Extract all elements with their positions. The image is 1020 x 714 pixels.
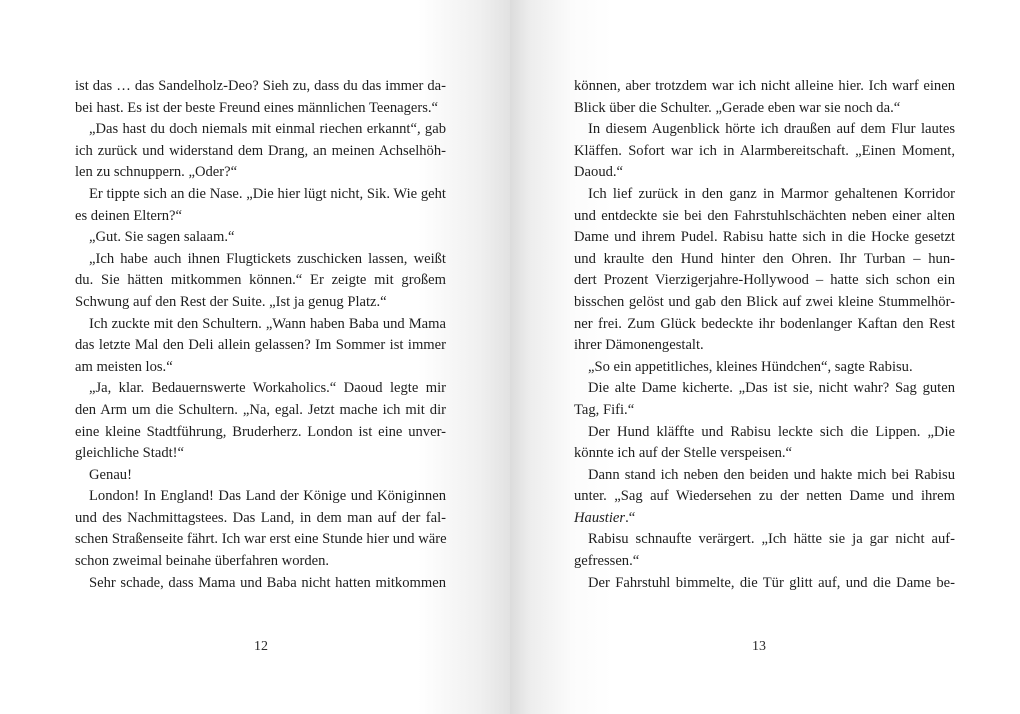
left-page-number: 12: [254, 639, 268, 654]
text-line: unter. „Sag auf Wiedersehen zu der netten Dame und ihrem: [574, 488, 955, 505]
text-line: schen Straßenseite fährt. Ich war erst eine Stunde hier und wäre: [75, 531, 447, 548]
text-line: und entdeckte sie bei den Fahrstuhlschächten neben einer alten: [574, 207, 955, 224]
text-line: bei hast. Es ist der beste Freund eines männlichen Teenagers.“: [75, 99, 439, 116]
italic-word: Haustier: [574, 509, 626, 526]
text-line: bisschen gelöst und gab den Blick auf zwei kleine Stummelhör-: [574, 293, 955, 310]
text-line: ist das … das Sandelholz-Deo? Sieh zu, dass du das immer da-: [75, 78, 446, 94]
text-line: Daoud.“: [574, 164, 624, 181]
text-line: Dann stand ich neben den beiden und hakte mich bei Rabisu: [588, 466, 955, 483]
text-line: den Arm um die Schultern. „Na, egal. Jetzt mache ich mit dir: [75, 401, 446, 418]
text-line: gleichliche Stadt!“: [75, 445, 185, 462]
text-line: Sehr schade, dass Mama und Baba nicht hatten mitkommen: [89, 574, 446, 591]
text-line: „So ein appetitliches, kleines Hündchen“, sagte Rabisu.: [588, 358, 913, 375]
text-line: Kläffen. Sofort war ich in Alarmbereitschaft. „Einen Moment,: [574, 142, 955, 159]
text-line: In diesem Augenblick hörte ich draußen auf dem Flur lautes: [588, 121, 955, 138]
text-line: „Ja, klar. Bedauernswerte Workaholics.“ Daoud legte mir: [89, 380, 446, 397]
text-line: Ich lief zurück in den ganz in Marmor gehaltenen Korridor: [588, 185, 955, 202]
text-line: Ich zuckte mit den Schultern. „Wann haben Baba und Mama: [89, 315, 446, 332]
text-line: können, aber trotzdem war ich nicht alleine hier. Ich warf einen: [574, 78, 955, 94]
text-line: „Das hast du doch niemals mit einmal riechen erkannt“, gab: [89, 121, 446, 138]
text-line: Der Fahrstuhl bimmelte, die Tür glitt auf, und die Dame be-: [588, 574, 955, 591]
text-line: ich zurück und widerstand dem Drang, an meinen Achselhöh-: [75, 142, 446, 159]
text-line: Rabisu schnaufte verärgert. „Ich hätte sie ja gar nicht auf-: [588, 531, 955, 548]
right-page: [510, 0, 1020, 714]
text-line: ner frei. Zum Glück bedeckte ihr bodenlanger Kaftan den Rest: [574, 315, 955, 332]
text-line: könnte ich auf der Stelle verspeisen.“: [574, 445, 793, 462]
text-line: und des Nachmittagstees. Das Land, in dem man auf der fal-: [75, 509, 446, 526]
left-page-body-text: [75, 76, 446, 594]
text-line: schon zweimal beinahe überfahren worden.: [75, 553, 330, 570]
text-line: London! In England! Das Land der Könige und Königinnen: [89, 488, 446, 505]
text-line: Dame und ihrem Pudel. Rabisu hatte sich in die Hocke gesetzt: [574, 229, 955, 246]
text-line: „Ich habe auch ihnen Flugtickets zuschicken lassen, weißt: [89, 250, 446, 267]
text-line: dert Prozent Vierzigerjahre-Hollywood – hatte sich schon ein: [574, 272, 955, 289]
text-line: Tag, Fifi.“: [574, 401, 635, 418]
text-line: gefressen.“: [574, 553, 640, 570]
text-line: len zu schnuppern. „Oder?“: [75, 164, 238, 181]
text-line: am meisten los.“: [75, 358, 173, 375]
text-line: eine kleine Stadtführung, Bruderherz. London ist eine unver-: [75, 423, 446, 440]
text-line: und kraulte den Hund hinter den Ohren. Ihr Turban – hun-: [574, 250, 955, 267]
right-page-body-text: [574, 76, 955, 594]
right-page-number: 13: [752, 639, 766, 654]
text-line: Der Hund kläffte und Rabisu leckte sich die Lippen. „Die: [588, 423, 955, 440]
text-line: Er tippte sich an die Nase. „Die hier lügt nicht, Sik. Wie geht: [89, 185, 446, 202]
text-line: Genau!: [89, 466, 132, 483]
text-line: das letzte Mal den Deli allein gelassen? Im Sommer ist immer: [75, 337, 446, 354]
text-line: Schwung auf den Rest der Suite. „Ist ja genug Platz.“: [75, 293, 387, 310]
text-line: Haustier.“: [574, 509, 636, 526]
text-line: du. Sie hätten mitkommen können.“ Er zeigte mit großem: [75, 272, 446, 289]
text-line: Die alte Dame kicherte. „Das ist sie, nicht wahr? Sag guten: [588, 380, 955, 397]
text-line: ihrer Dämonengestalt.: [574, 337, 704, 354]
text-line: Blick über die Schulter. „Gerade eben war sie noch da.“: [574, 99, 901, 116]
text-line: „Gut. Sie sagen salaam.“: [89, 229, 235, 246]
text-line: es deinen Eltern?“: [75, 207, 182, 224]
